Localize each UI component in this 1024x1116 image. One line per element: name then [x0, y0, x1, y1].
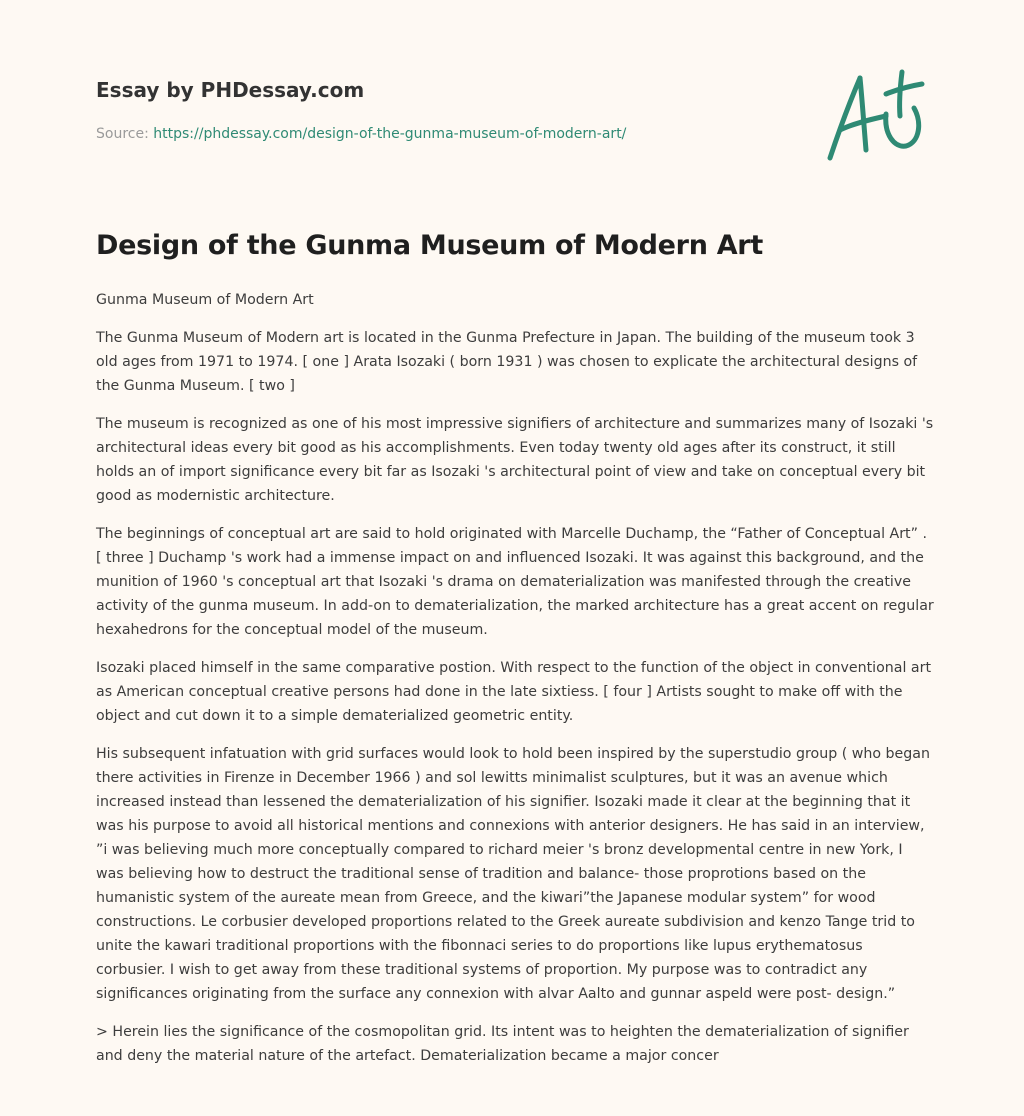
paragraph: The beginnings of conceptual art are said to hold originated with Marcelle Duchamp, the “Father of Conceptual Art” . [ three ] Duchamp 's work had a immense impact on and influenced Isozaki. It was against this background, and the munition of 1960 's conceptual art that Isozaki 's drama on dematerialization was manifested through the creative activity of the gunma museum. In add-on to dematerialization, the marked architecture has a great accent on regular hexahedrons for the conceptual model of the museum. [96, 526, 934, 638]
source-label: Source: [96, 126, 149, 142]
a-plus-logo-icon [822, 68, 926, 164]
paragraph: The Gunma Museum of Modern art is located in the Gunma Prefecture in Japan. The building of the museum took 3 old ages from 1971 to 1974. [ one ] Arata Isozaki ( born 1931 ) was chosen to explicate the architectural designs of the Gunma Museum. [ two ] [96, 330, 918, 394]
paragraph: The museum is recognized as one of his most impressive signifiers of architecture and summarizes many of Isozaki 's architectural ideas every bit good as his accomplishments. Even today twenty old ages after its construct, it still holds an of import significance every bit far as Isozaki 's architectural point of view and take on conceptual every bit good as modernistic architecture. [96, 416, 934, 504]
article-content [96, 226, 934, 1068]
source-line [96, 124, 626, 144]
paragraph: > Herein lies the significance of the cosmopolitan grid. Its intent was to heighten the dematerialization of signifier and deny the material nature of the artefact. Dematerialization became a major concer [96, 1024, 909, 1064]
paragraph: Isozaki placed himself in the same comparative postion. With respect to the function of the object in conventional art as American conceptual creative persons had done in the late sixtiess. [ four ] Artists sought to make off with the object and cut down it to a simple dematerialized geometric entity. [96, 660, 932, 724]
paragraph: His subsequent infatuation with grid surfaces would look to hold been inspired by the superstudio group ( who began there activities in Firenze in December 1966 ) and sol lewitts minimalist sculptures, but it was an avenue which increased instead than lessened the dematerialization of his signifier. Isozaki made it clear at the beginning that it was his purpose to avoid all historical mentions and connexions with anterior designers. He has said in an interview, ”i was believing much more conceptually compared to richard meier 's bronz developmental centre in new York, I was believing how to destruct the traditional sense of tradition and balance- those proprotions based on the humanistic system of the aureate mean from Greece, and the kiwari”the Japanese modular system” for wood constructions. Le corbusier developed proportions related to the Greek aureate subdivision and kenzo Tange trid to unite the kawari traditional proportions with the fibonnaci series to do proportions like lupus erythematosus corbusier. I wish to get away from these traditional systems of proportion. My purpose was to contradict any significances originating from the surface any connexion with alvar Aalto and gunnar aspeld were post- design.” [96, 746, 930, 1002]
brand-title: Essay by PHDessay.com [96, 78, 365, 102]
essay-header [96, 74, 926, 142]
article-subtitle: Gunma Museum of Modern Art [96, 292, 314, 308]
article-title: Design of the Gunma Museum of Modern Art [96, 230, 763, 261]
source-link[interactable]: https://phdessay.com/design-of-the-gunma-museum-of-modern-art/ [153, 126, 627, 142]
